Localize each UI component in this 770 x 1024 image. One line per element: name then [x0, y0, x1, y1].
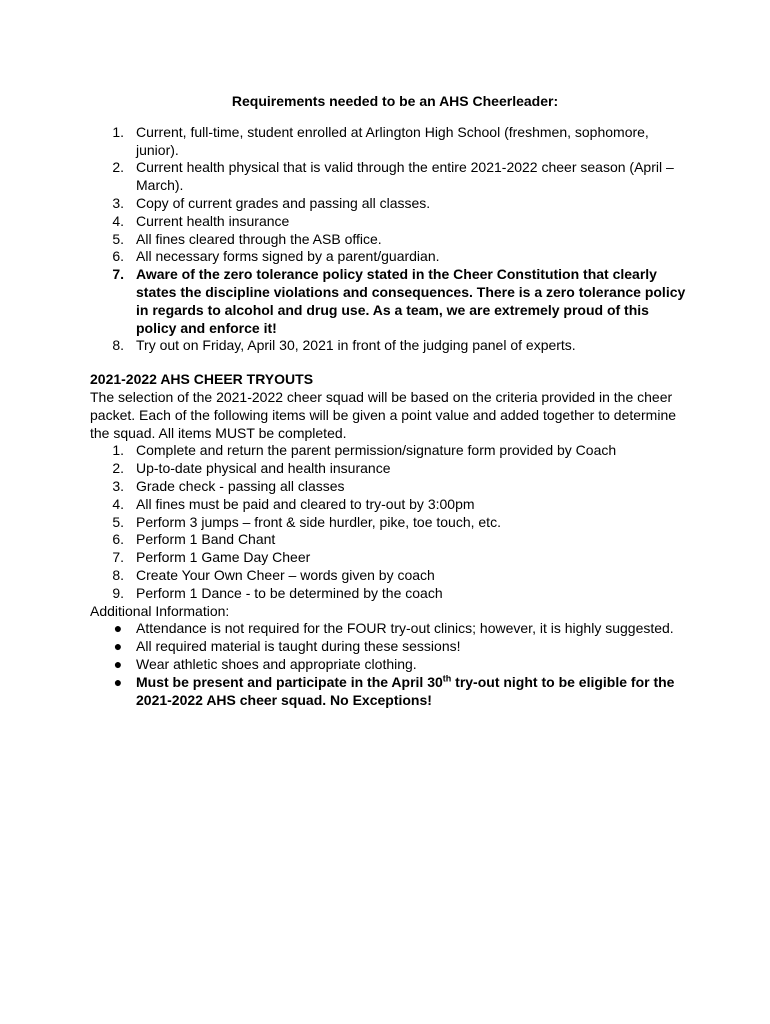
ordinal-suffix: th: [442, 673, 452, 684]
item-number: 6.: [112, 531, 124, 548]
tryouts-intro: The selection of the 2021-2022 cheer squad will be based on the criteria provided in the cheer packet. Each of the following items will be given a point value and added together to determine the squad. All items MUST be completed.: [90, 388, 677, 441]
item-text: All necessary forms signed by a parent/guardian.: [136, 248, 440, 265]
bullet-icon: ●: [113, 620, 123, 637]
additional-info-list: [90, 620, 690, 709]
item-text: Aware of the zero tolerance policy stated in the Cheer Constitution that clearly states the discipline violations and consequences. There is a zero tolerance policy in regards to alcohol and drug use. As a team, we are extremely proud of this policy and enforce it!: [136, 266, 686, 336]
item-text: Wear athletic shoes and appropriate clothing.: [136, 655, 417, 672]
list-item: [90, 567, 690, 585]
item-number: 5.: [112, 513, 124, 530]
list-item: [90, 585, 690, 603]
item-number: 5.: [112, 230, 124, 247]
list-item: [90, 159, 690, 195]
item-text: All required material is taught during these sessions!: [136, 638, 461, 655]
item-number: 7.: [112, 266, 124, 283]
item-number: 1.: [112, 442, 124, 459]
item-text: All fines cleared through the ASB office.: [136, 230, 382, 247]
list-item: [90, 620, 690, 638]
bullet-icon: ●: [113, 638, 123, 655]
list-item: [90, 195, 690, 213]
item-text: Perform 1 Band Chant: [136, 531, 276, 548]
list-item-must-attend: [90, 674, 690, 710]
list-item: [90, 337, 690, 355]
bullet-icon: ●: [113, 673, 123, 690]
list-item: [90, 248, 690, 266]
item-number: 4.: [112, 495, 124, 512]
item-text-after: try-out night to be eligible for the 2021-2022 AHS cheer squad. No Exceptions!: [136, 673, 675, 708]
item-number: 4.: [112, 212, 124, 229]
item-text: Up-to-date physical and health insurance: [136, 460, 391, 477]
list-item: [90, 124, 690, 160]
item-number: 2.: [112, 460, 124, 477]
item-text: Current health insurance: [136, 212, 290, 229]
item-number: 6.: [112, 248, 124, 265]
item-text: Create Your Own Cheer – words given by coach: [136, 566, 435, 583]
tryouts-title: 2021-2022 AHS CHEER TRYOUTS: [90, 371, 314, 388]
list-item: [90, 478, 690, 496]
list-item: [90, 213, 690, 231]
requirements-title: Requirements needed to be an AHS Cheerleader:: [231, 93, 559, 109]
item-text: Current, full-time, student enrolled at Arlington High School (freshmen, sophomore, junior).: [136, 123, 649, 158]
tryouts-list: [90, 442, 690, 602]
list-item: [90, 231, 690, 249]
list-item: [90, 442, 690, 460]
item-number: 3.: [112, 194, 124, 211]
bullet-icon: ●: [113, 655, 123, 672]
list-item: [90, 514, 690, 532]
item-text: Try out on Friday, April 30, 2021 in front of the judging panel of experts.: [136, 337, 576, 354]
item-number: 8.: [112, 337, 124, 354]
item-number: 9.: [112, 584, 124, 601]
item-text: Copy of current grades and passing all classes.: [136, 194, 431, 211]
document-page: [90, 93, 690, 709]
additional-info-title: Additional Information:: [90, 602, 230, 619]
item-text: Perform 1 Dance - to be determined by the coach: [136, 584, 443, 601]
item-text: Perform 3 jumps – front & side hurdler, pike, toe touch, etc.: [136, 513, 501, 530]
item-text: Grade check - passing all classes: [136, 477, 345, 494]
item-text: All fines must be paid and cleared to try-out by 3:00pm: [136, 495, 475, 512]
requirements-list: [90, 124, 690, 355]
item-text: Complete and return the parent permission/signature form provided by Coach: [136, 442, 617, 459]
item-text: Perform 1 Game Day Cheer: [136, 549, 311, 566]
list-item: [90, 656, 690, 674]
list-item: [90, 549, 690, 567]
item-text: Current health physical that is valid through the entire 2021-2022 cheer season (April –March).: [136, 159, 674, 194]
list-item: [90, 496, 690, 514]
item-number: 1.: [112, 123, 124, 140]
list-item: [90, 638, 690, 656]
item-text: Attendance is not required for the FOUR try-out clinics; however, it is highly suggested.: [136, 620, 674, 637]
list-item-zero-tolerance: [90, 266, 690, 337]
list-item: [90, 460, 690, 478]
item-number: 7.: [112, 549, 124, 566]
item-number: 2.: [112, 159, 124, 176]
item-text-before: Must be present and participate in the April 30: [136, 673, 443, 690]
item-number: 8.: [112, 566, 124, 583]
item-number: 3.: [112, 477, 124, 494]
list-item: [90, 531, 690, 549]
